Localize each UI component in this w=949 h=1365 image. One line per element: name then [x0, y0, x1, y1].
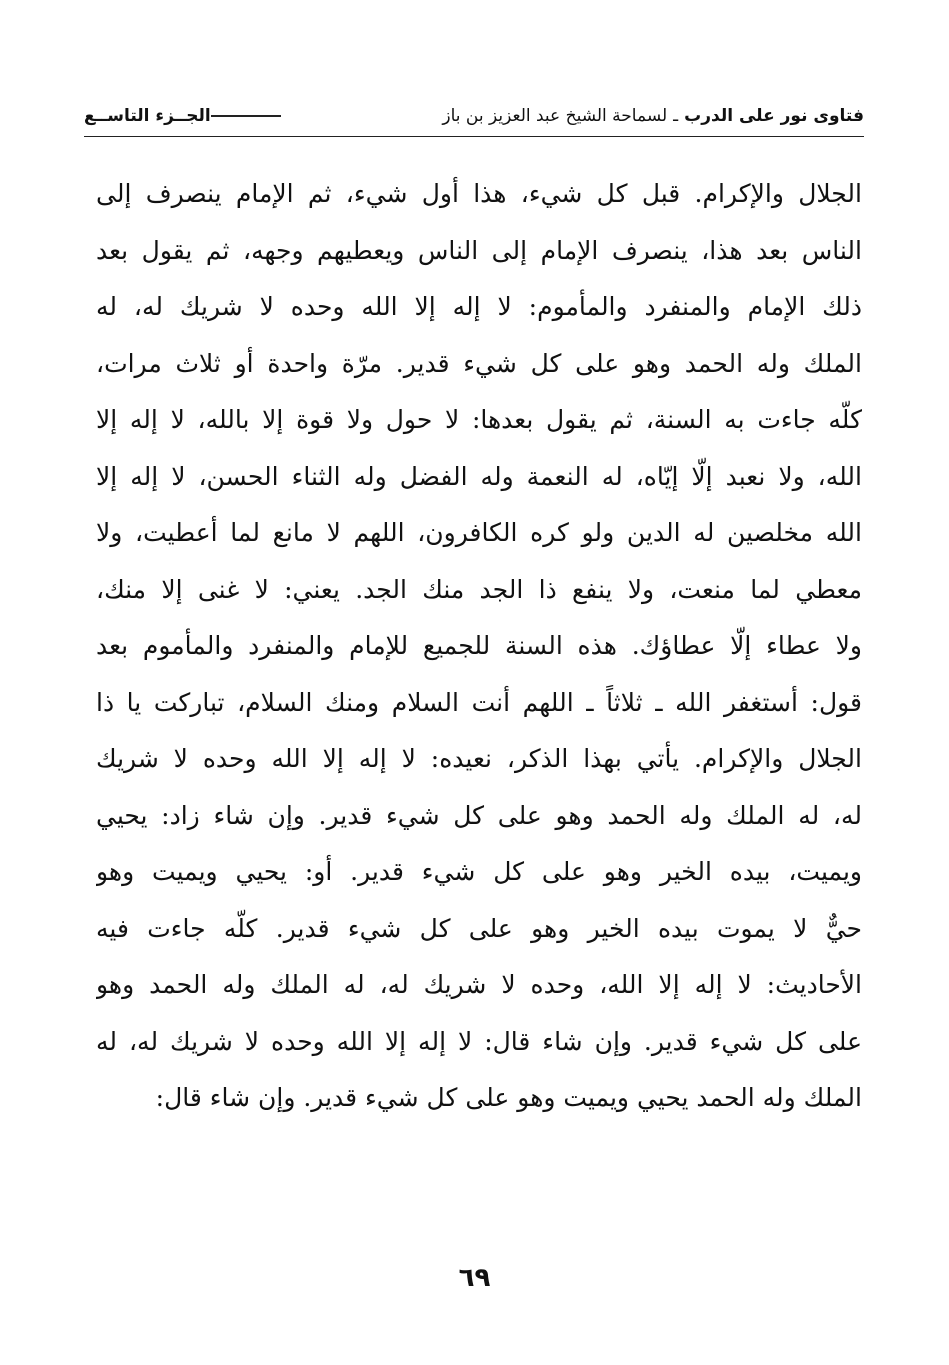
text-line: حيٌّ لا يموت بيده الخير وهو على كل شيء قدير. كلّه جاءت فيه — [96, 913, 862, 943]
page-number: ٦٩ — [458, 1263, 491, 1293]
text-line: ويميت، بيده الخير وهو على كل شيء قدير. أو: يحيي ويميت وهو — [96, 857, 862, 886]
text-line: الله مخلصين له الدين ولو كره الكافرون، اللهم لا مانع لما أعطيت، ولا — [96, 518, 862, 547]
text-line: له، له الملك وله الحمد وهو على كل شيء قدير. وإن شاء زاد: يحيي — [96, 800, 862, 830]
text-line: الله، ولا نعبد إلّا إيّاه، له النعمة وله الفضل وله الثناء الحسن، لا إله إلا — [96, 461, 862, 491]
header-title-group — [442, 105, 864, 126]
text-line: الجلال والإكرام. قبل كل شيء، هذا أول شيء، ثم الإمام ينصرف إلى — [96, 179, 862, 208]
header-author: لسماحة الشيخ عبد العزيز بن باز — [442, 105, 668, 126]
text-line: الملك وله الحمد وهو على كل شيء قدير. مرّة واحدة أو ثلاث مرات، — [96, 348, 862, 378]
text-line: ذلك الإمام والمنفرد والمأموم: لا إله إلا الله وحده لا شريك له، له — [96, 292, 862, 321]
text-line: على كل شيء قدير. وإن شاء قال: لا إله إلا الله وحده لا شريك له، له — [96, 1026, 862, 1056]
header-part-group — [84, 105, 291, 126]
text-line: قول: أستغفر الله ـ ثلاثاً ـ اللهم أنت السلام ومنك السلام، تباركت يا ذا — [96, 687, 862, 717]
header-separator: ـ — [673, 105, 679, 126]
text-line: الأحاديث: لا إله إلا الله، وحده لا شريك له، له الملك وله الحمد وهو — [96, 970, 862, 999]
header-part-label: الجــزء التاســع — [84, 105, 211, 126]
header-book-title: فتاوى نور على الدرب — [684, 105, 864, 126]
text-line: ولا عطاء إلّا عطاؤك. هذه السنة للجميع للإمام والمنفرد والمأموم بعد — [96, 631, 862, 660]
text-line: كلّه جاءت به السنة، ثم يقول بعدها: لا حول ولا قوة إلا بالله، لا إله إلا — [96, 405, 862, 434]
header-rule — [211, 115, 281, 117]
text-line: معطي لما منعت، ولا ينفع ذا الجد منك الجد. يعني: لا غنى إلا منك، — [96, 574, 862, 604]
text-line: الملك وله الحمد يحيي ويميت وهو على كل شيء قدير. وإن شاء قال: — [155, 1083, 862, 1112]
text-line: الناس بعد هذا، ينصرف الإمام إلى الناس ويعطيهم وجهه، ثم يقول بعد — [96, 235, 862, 265]
body-text — [96, 166, 862, 1127]
text-line: الجلال والإكرام. يأتي بهذا الذكر، نعيده: لا إله إلا الله وحده لا شريك — [96, 744, 862, 773]
running-header — [84, 96, 864, 137]
